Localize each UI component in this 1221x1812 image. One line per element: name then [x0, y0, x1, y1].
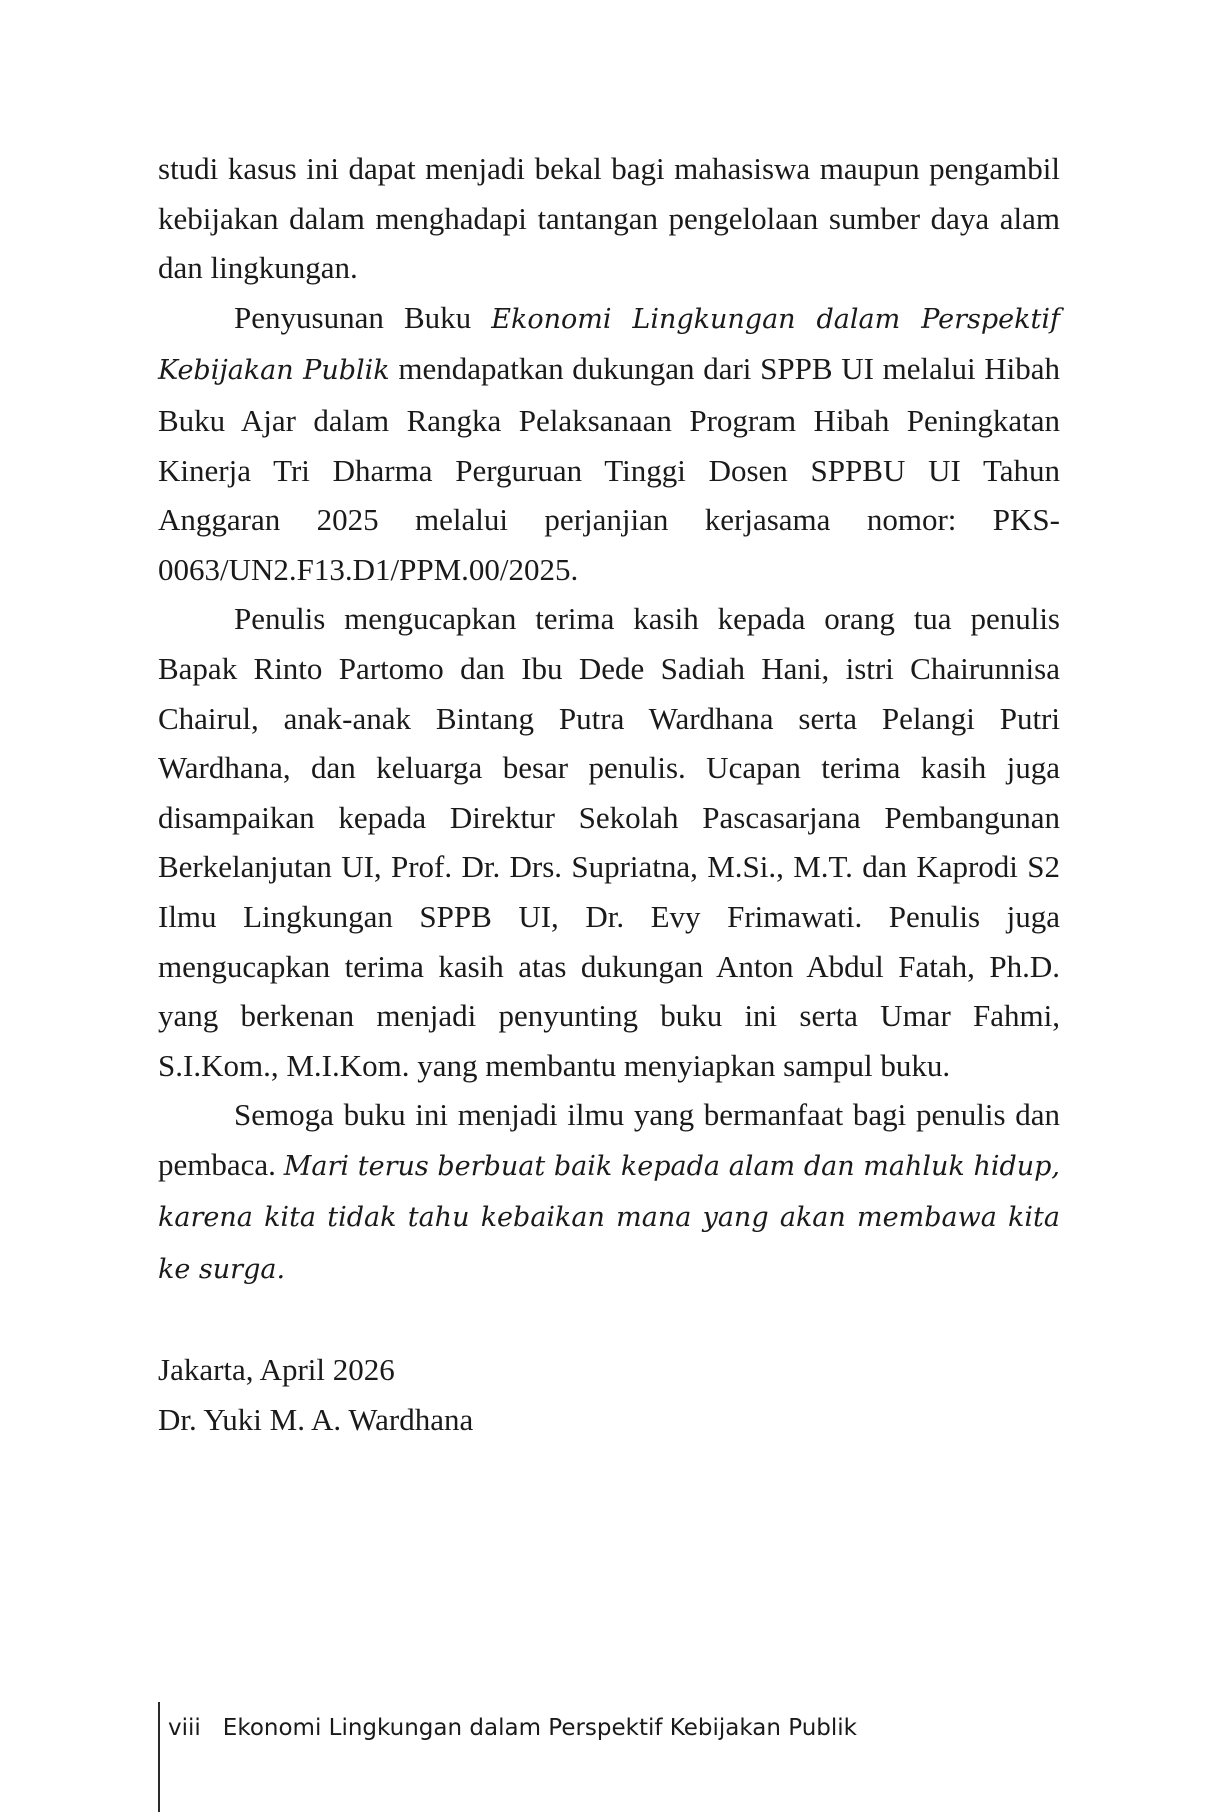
- paragraph-funding-lead: Penyusunan Buku: [234, 299, 492, 335]
- page-number: viii: [168, 1715, 201, 1741]
- paragraph-continuation: studi kasus ini dapat menjadi bekal bagi mahasiswa maupun pengambil kebijakan dalam menghadapi tantangan pengelolaan sumber daya alam dan lingkungan.: [158, 151, 1060, 286]
- paragraph-funding: [158, 293, 1060, 595]
- author-name: Dr. Yuki M. A. Wardhana: [158, 1402, 474, 1437]
- footer-book-title: Ekonomi Lingkungan dalam Perspektif Kebijakan Publik: [222, 1715, 858, 1741]
- paragraph-closing-wish: [158, 1090, 1060, 1294]
- signature-block: [158, 1345, 473, 1445]
- paragraph-closing-lead: Semoga buku ini menjadi ilmu yang bermanfaat bagi penulis dan pembaca.: [158, 1097, 1060, 1182]
- book-title-italic: Ekonomi Lingkungan dalam Perspektif Kebijakan Publik: [158, 303, 1060, 387]
- place-date: Jakarta, April 2026: [158, 1352, 395, 1387]
- preface-body: [158, 144, 1060, 1295]
- paragraph-funding-rest: mendapatkan dukungan dari SPPB UI melalui Hibah Buku Ajar dalam Rangka Pelaksanaan Program Hibah Peningkatan Kinerja Tri Dharma Perguruan Tinggi Dosen SPPBU UI Tahun Anggaran 2025 melalui perjanjian kerjasama nomor: PKS-0063/UN2.F13.D1/PPM.00/2025.: [158, 351, 1060, 587]
- running-footer: [168, 1712, 857, 1744]
- paragraph-acknowledgements: Penulis mengucapkan terima kasih kepada orang tua penulis Bapak Rinto Partomo dan Ibu Dede Sadiah Hani, istri Chairunnisa Chairul, anak-anak Bintang Putra Wardhana serta Pelangi Putri Wardhana, dan keluarga besar penulis. Ucapan terima kasih juga disampaikan kepada Direktur Sekolah Pascasarjana Pembangunan Berkelanjutan UI, Prof. Dr. Drs. Supriatna, M.Si., M.T. dan Kaprodi S2 Ilmu Lingkungan SPPB UI, Dr. Evy Frimawati. Penulis juga mengucapkan terima kasih atas dukungan Anton Abdul Fatah, Ph.D. yang berkenan menjadi penyunting buku ini serta Umar Fahmi, S.I.Kom., M.I.Kom. yang membantu menyiapkan sampul buku.: [158, 601, 1060, 1083]
- closing-quote-italic: Mari terus berbuat baik kepada alam dan mahluk hidup, karena kita tidak tahu kebaikan mana yang akan membawa kita ke surga.: [158, 1150, 1061, 1286]
- footer-divider: [158, 1702, 160, 1812]
